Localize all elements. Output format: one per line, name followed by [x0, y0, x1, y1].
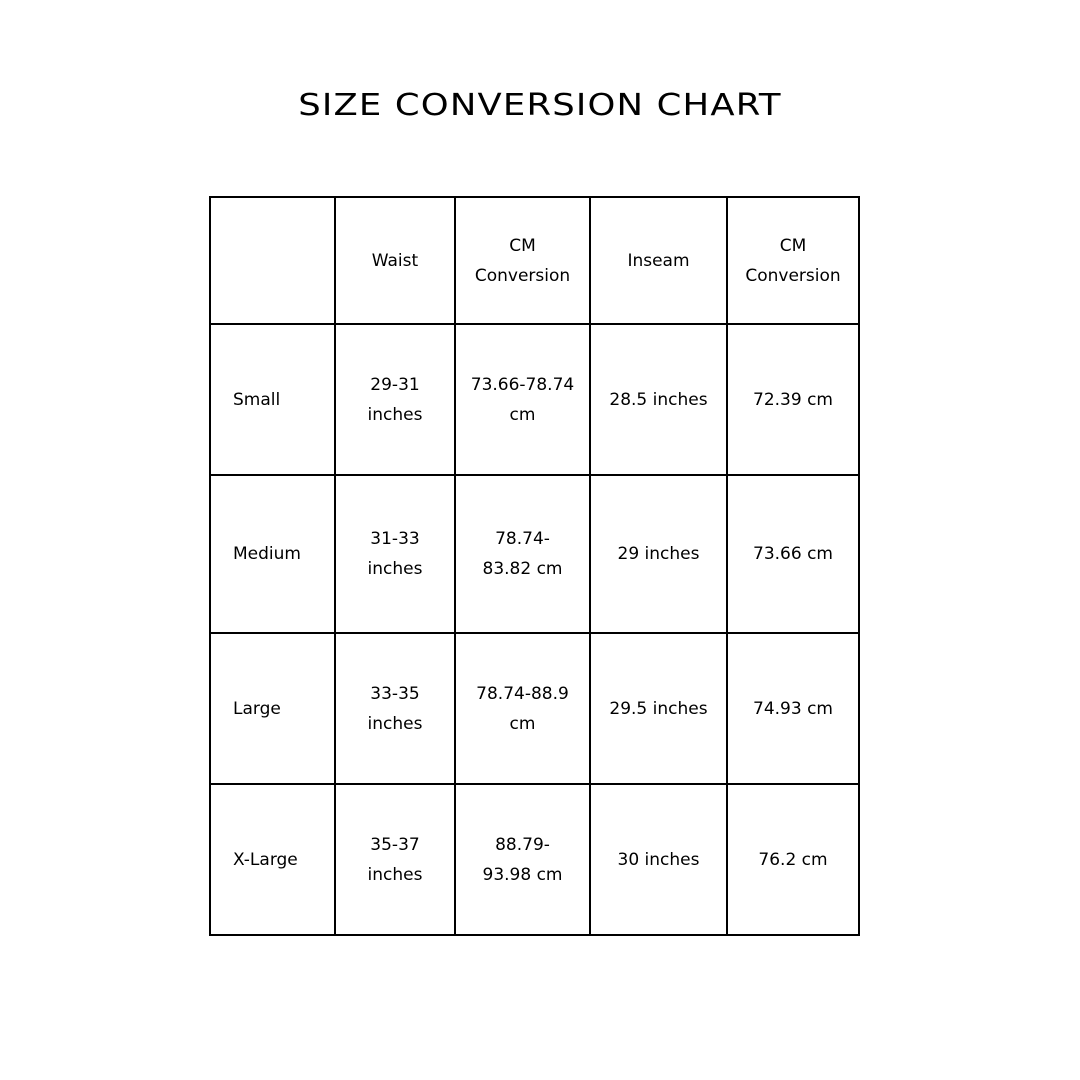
header-cell-inseam: Inseam: [590, 197, 727, 324]
header-cell-waist: Waist: [335, 197, 455, 324]
waist-cm-cell: 78.74-88.9 cm: [455, 633, 590, 784]
waist-cell: 31-33 inches: [335, 475, 455, 633]
inseam-cm-cell: 74.93 cm: [727, 633, 859, 784]
size-conversion-table: [209, 196, 860, 936]
header-cell-inseam-cm: CM Conversion: [727, 197, 859, 324]
header-row: [210, 197, 859, 324]
page-title: SIZE CONVERSION CHART: [298, 88, 782, 123]
inseam-cm-cell: 76.2 cm: [727, 784, 859, 935]
table-row: [210, 475, 859, 633]
size-label: Large: [210, 633, 335, 784]
table-row: [210, 784, 859, 935]
waist-cm-cell: 88.79- 93.98 cm: [455, 784, 590, 935]
table-row: [210, 633, 859, 784]
waist-cm-cell: 78.74- 83.82 cm: [455, 475, 590, 633]
inseam-cell: 29 inches: [590, 475, 727, 633]
table-row: [210, 324, 859, 475]
size-label: Medium: [210, 475, 335, 633]
inseam-cm-cell: 73.66 cm: [727, 475, 859, 633]
inseam-cell: 29.5 inches: [590, 633, 727, 784]
waist-cell: 35-37 inches: [335, 784, 455, 935]
header-cell-waist-cm: CM Conversion: [455, 197, 590, 324]
inseam-cell: 28.5 inches: [590, 324, 727, 475]
waist-cm-cell: 73.66-78.74 cm: [455, 324, 590, 475]
header-cell-empty: [210, 197, 335, 324]
inseam-cm-cell: 72.39 cm: [727, 324, 859, 475]
size-label: X-Large: [210, 784, 335, 935]
waist-cell: 33-35 inches: [335, 633, 455, 784]
size-label: Small: [210, 324, 335, 475]
waist-cell: 29-31 inches: [335, 324, 455, 475]
inseam-cell: 30 inches: [590, 784, 727, 935]
